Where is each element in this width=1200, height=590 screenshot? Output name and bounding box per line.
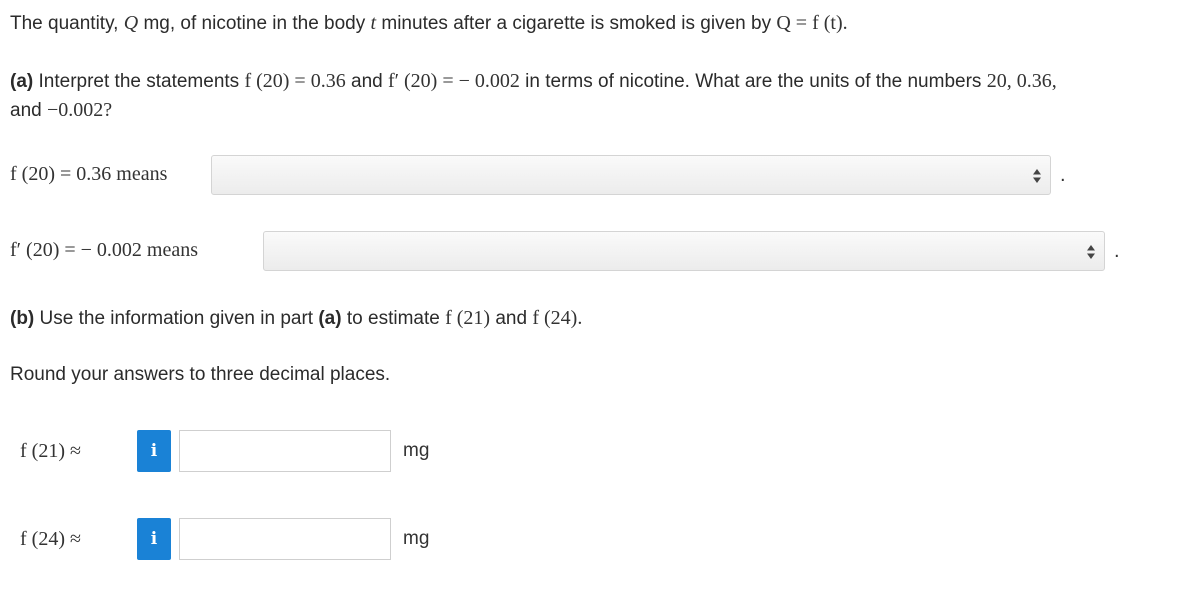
part-b-part2: to estimate [341, 308, 446, 329]
part-a-part3: and [10, 100, 47, 121]
part-b-f21: f (21) [445, 307, 491, 329]
part-b-reference: (a) [318, 308, 342, 329]
row1-label [10, 163, 167, 186]
f24-unit: mg [403, 528, 430, 549]
part-a-numbers: 20, 0.36, [986, 70, 1057, 92]
f24-answer-input[interactable] [179, 518, 391, 560]
part-a-label: (a) [10, 71, 34, 92]
f21-unit: mg [403, 440, 430, 461]
f21-label: f (21) ≈ [20, 440, 81, 462]
fprime20-meaning-select[interactable] [263, 231, 1105, 271]
intro-part3: minutes after a cigarette is smoked is given by [376, 13, 777, 34]
part-b-f24: f (24). [532, 307, 583, 329]
intro-part2: mg, of nicotine in the body [138, 13, 371, 34]
part-b-and: and [490, 308, 533, 329]
part-b-text [10, 307, 582, 330]
intro-var-t: t [370, 12, 377, 34]
intro-var-q: Q [123, 12, 139, 34]
part-a-last-number: −0.002? [46, 99, 113, 121]
select-arrows-icon [1032, 167, 1042, 185]
part-b-part1: Use the information given in part [34, 308, 319, 329]
f20-meaning-select[interactable] [211, 155, 1051, 195]
intro-part1: The quantity, [10, 13, 124, 34]
part-a-part2: in terms of nicotine. What are the units of the numbers [519, 71, 987, 92]
part-a-text-line2 [10, 99, 112, 122]
row2-label [10, 239, 198, 262]
f21-answer-input[interactable] [179, 430, 391, 472]
round-instruction: Round your answers to three decimal places. [10, 364, 391, 385]
part-a-and: and [345, 71, 388, 92]
row2-means: means [141, 239, 199, 261]
row1-equation: f (20) = 0.36 [10, 163, 112, 185]
row1-period: . [1060, 164, 1066, 186]
row2-equation: f′ (20) = − 0.002 [10, 239, 142, 261]
intro-text [10, 12, 848, 35]
intro-equation: Q = f (t). [776, 12, 848, 34]
part-a-text [10, 70, 1057, 93]
part-a-part1: Interpret the statements [33, 71, 245, 92]
part-b-label: (b) [10, 308, 35, 329]
f24-label: f (24) ≈ [20, 528, 81, 550]
select-arrows-icon [1086, 243, 1096, 261]
part-a-statement2: f′ (20) = − 0.002 [387, 70, 520, 92]
f24-info-button[interactable]: i [137, 518, 171, 560]
part-a-statement1: f (20) = 0.36 [244, 70, 346, 92]
f21-info-button[interactable]: i [137, 430, 171, 472]
row2-period: . [1114, 240, 1120, 262]
row1-means: means [111, 163, 168, 185]
